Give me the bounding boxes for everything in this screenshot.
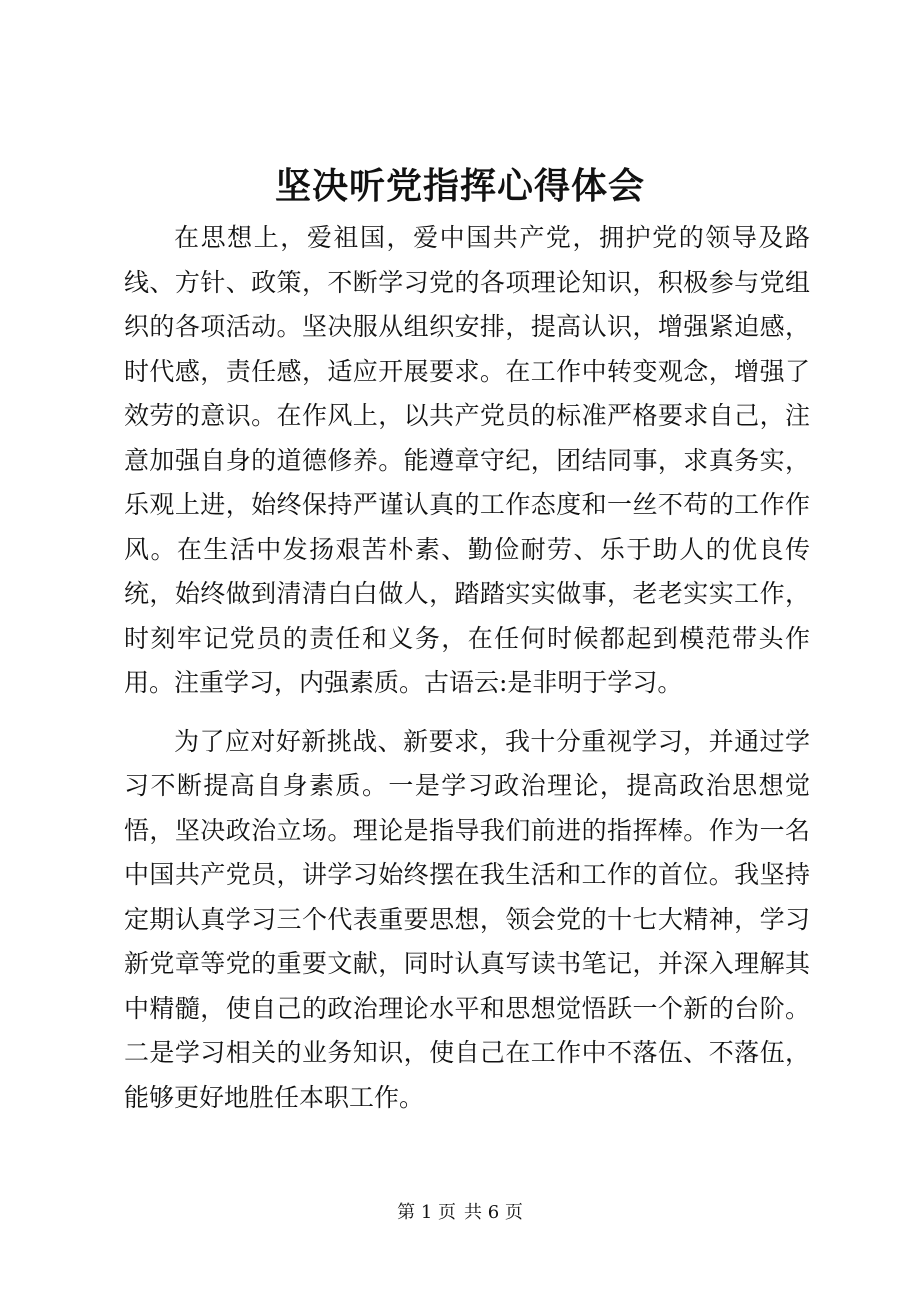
page-title: 坚决听党指挥心得体会 — [274, 165, 645, 207]
paragraph-2: 为了应对好新挑战、新要求，我十分重视学习，并通过学习不断提高自身素质。一是学习政治理论，提高政治思想觉悟，坚决政治立场。理论是指导我们前进的指挥棒。作为一名中国共产党员，讲学习始终摆在我生活和工作的首位。我坚持定期认真学习三个代表重要思想，领会党的十七大精神，学习新党章等党的重要文献，同时认真写读书笔记，并深入理解其中精髓，使自己的政治理论水平和思想觉悟跃一个新的台阶。二是学习相关的业务知识，使自己在工作中不落伍、不落伍，能够更好地胜任本职工作。 — [124, 726, 810, 1112]
document-body — [124, 216, 810, 1134]
page-number: 第 1 页 — [397, 1202, 456, 1223]
page-total: 共 6 页 — [464, 1202, 523, 1223]
paragraph-1: 在思想上，爱祖国，爱中国共产党，拥护党的领导及路线、方针、政策，不断学习党的各项理论知识，积极参与党组织的各项活动。坚决服从组织安排，提高认识，增强紧迫感，时代感，责任感，适应开展要求。在工作中转变观念，增强了效劳的意识。在作风上，以共产党员的标准严格要求自己，注意加强自身的道德修养。能遵章守纪，团结同事，求真务实，乐观上进，始终保持严谨认真的工作态度和一丝不苟的工作作风。在生活中发扬艰苦朴素、勤俭耐劳、乐于助人的优良传统，始终做到清清白白做人，踏踏实实做事，老老实实工作，时刻牢记党员的责任和义务，在任何时候都起到模范带头作用。注重学习，内强素质。古语云:是非明于学习。 — [124, 223, 810, 697]
page-footer — [0, 1200, 920, 1226]
